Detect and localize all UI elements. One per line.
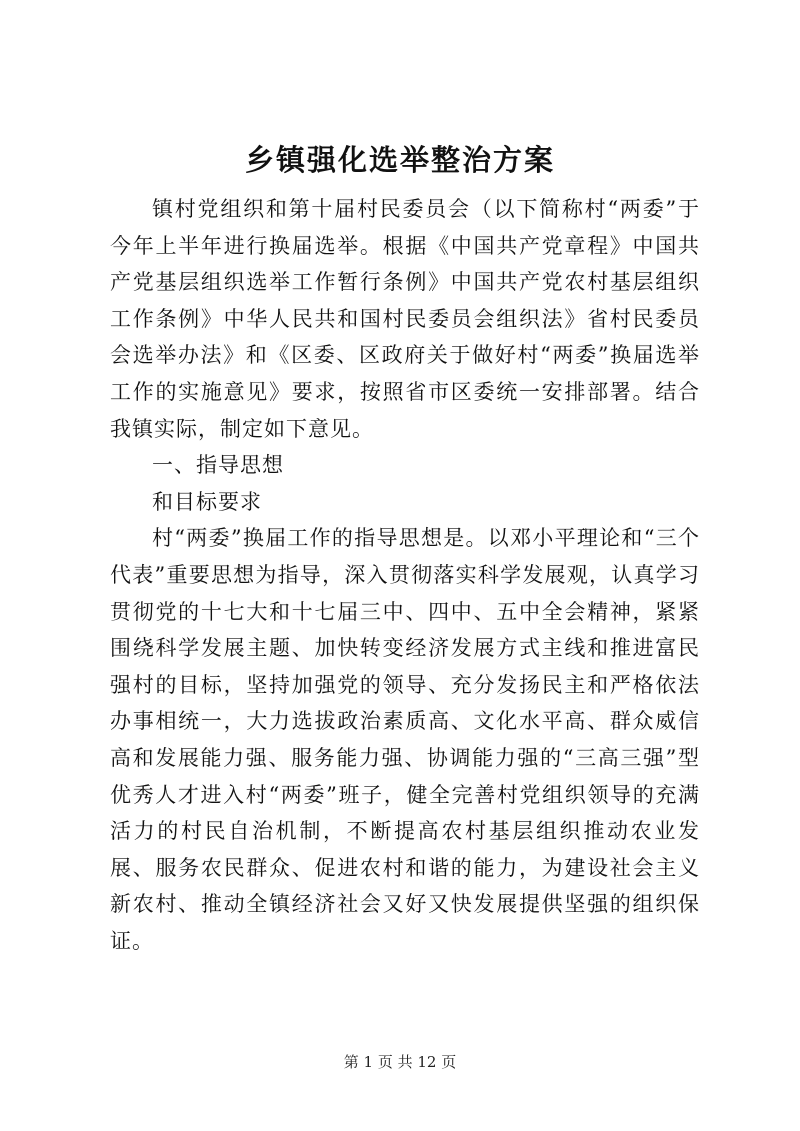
intro-paragraph: 镇村党组织和第十届村民委员会（以下简称村“两委”于今年上半年进行换届选举。根据《中国共产党章程》中国共产党基层组织选举工作暂行条例》中国共产党农村基层组织工作条例》中华人民共和国村民委员会组织法》省村民委员会选举办法》和《区委、区政府关于做好村“两委”换届选举工作的实施意见》要求，按照省市区委统一安排部署。结合我镇实际，制定如下意见。 bbox=[110, 197, 700, 441]
document-title: 乡镇强化选举整治方案 bbox=[244, 143, 555, 177]
section-subheading: 和目标要求 bbox=[152, 489, 262, 514]
section-heading: 一、指导思想 bbox=[152, 453, 284, 478]
page-footer: 第 1 页 共 12 页 bbox=[343, 1053, 457, 1071]
document-body bbox=[110, 191, 700, 959]
guiding-thought-paragraph: 村“两委”换届工作的指导思想是。以邓小平理论和“三个代表”重要思想为指导，深入贯彻落实科学发展观，认真学习贯彻党的十七大和十七届三中、四中、五中全会精神，紧紧围绕科学发展主题、加快转变经济发展方式主线和推进富民强村的目标，坚持加强党的领导、充分发扬民主和严格依法办事相统一，大力选拔政治素质高、文化水平高、群众威信高和发展能力强、服务能力强、协调能力强的“三高三强”型优秀人才进入村“两委”班子，健全完善村党组织领导的充满活力的村民自治机制，不断提高农村基层组织推动农业发展、服务农民群众、促进农村和谐的能力，为建设社会主义新农村、推动全镇经济社会又好又快发展提供坚强的组织保证。 bbox=[110, 526, 700, 953]
